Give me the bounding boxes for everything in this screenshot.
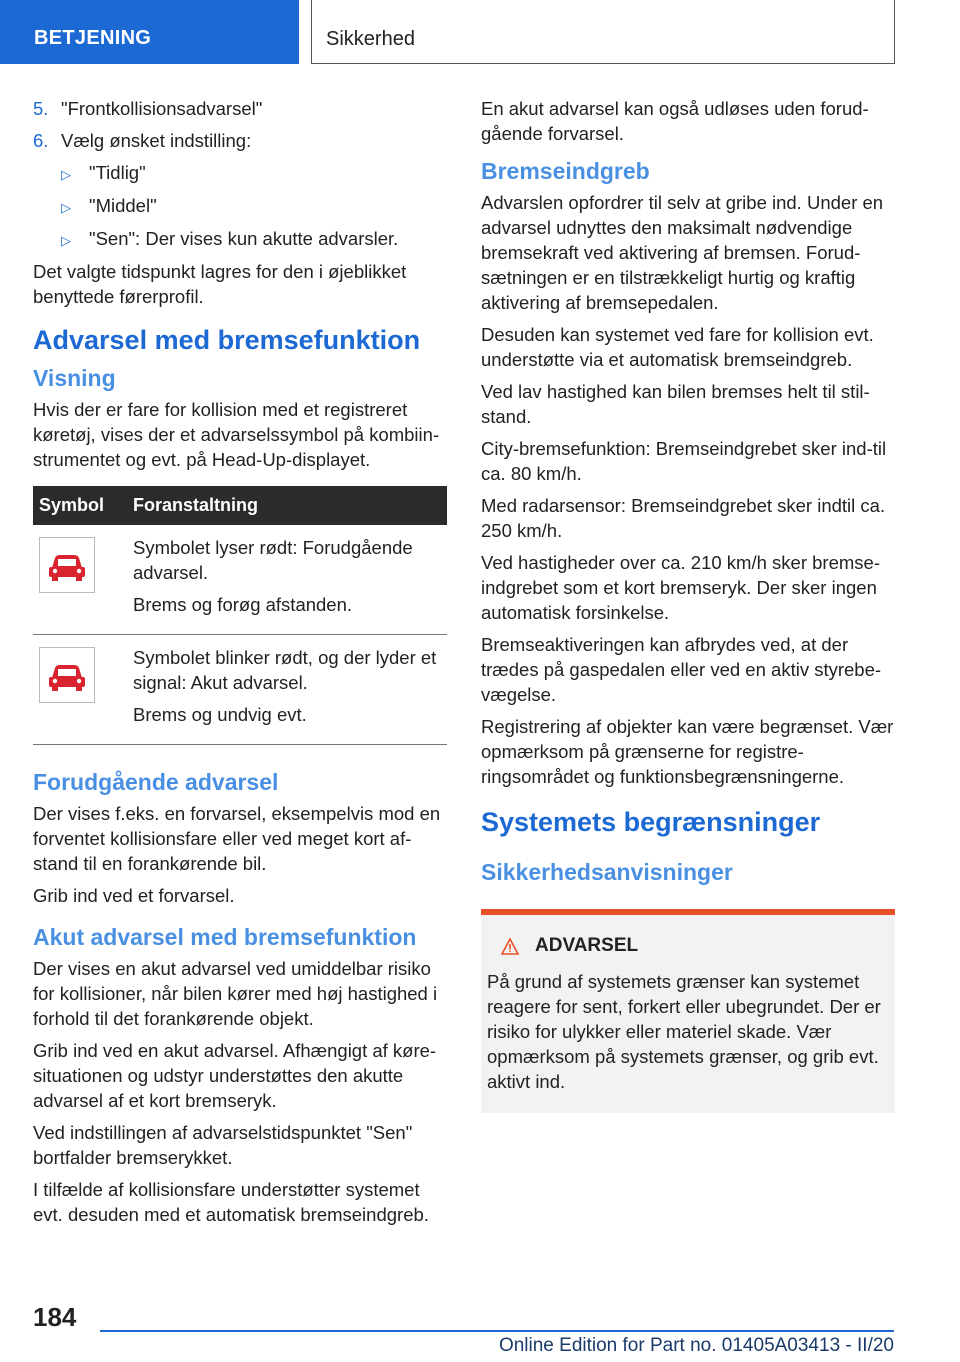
triangle-bullet-icon: ▷ (61, 233, 71, 248)
table-row (33, 635, 447, 745)
brake-paragraph: City-bremsefunktion: Bremseindgrebet sker ind-til ca. 80 km/h. (481, 438, 887, 484)
heading-display: Visning (33, 365, 116, 391)
col-symbol: Symbol (33, 486, 127, 525)
warning-box (481, 909, 895, 1113)
step-text: Vælg ønsket indstilling: (61, 130, 252, 151)
right-column (481, 96, 895, 1113)
row-text: Brems og undvig evt. (133, 704, 307, 725)
heading-acute-warning: Akut advarsel med bremsefunktion (33, 924, 417, 950)
acute-paragraph: Der vises en akut advarsel ved umiddelbar risiko for kollisioner, når bilen kører med høj hastighed i forhold til det forankørende objekt. (33, 958, 438, 1029)
brake-paragraph: Med radarsensor: Bremseindgrebet sker indtil ca. 250 km/h. (481, 495, 886, 541)
heading-safety-notes: Sikkerhedsanvisninger (481, 859, 733, 885)
left-column (33, 96, 447, 1234)
brake-paragraph: Advarslen opfordrer til selv at gribe ind. Under en advarsel udnyttes den maksimalt nødvendige bremsekraft ved aktivering af bremsen. Forud-sætningen er en tilstrækkeligt hurtig og kraftig aktivering af bremsepedalen. (481, 192, 884, 313)
col-action: Foranstaltning (127, 486, 447, 525)
acute-paragraph: Grib ind ved en akut advarsel. Afhængigt af køre-situationen og udstyr understøttes den akutte advarsel af et kort bremseryk. (33, 1040, 437, 1111)
row-text: Symbolet blinker rødt, og der lyder et signal: Akut advarsel. (133, 647, 437, 693)
option-item (33, 160, 447, 187)
row-text: Brems og forøg afstanden. (133, 594, 353, 615)
page-number: 184 (33, 1302, 77, 1332)
option-text: "Middel" (89, 195, 157, 216)
section-tab (311, 0, 895, 64)
warning-triangle-icon (501, 938, 519, 955)
acute-paragraph: Ved indstillingen af advarselstidspunktet "Sen" bortfalder bremserykket. (33, 1122, 413, 1168)
heading-brake-intervention: Bremseindgreb (481, 158, 650, 184)
brake-paragraph: Registrering af objekter kan være begrænset. Vær opmærksom på grænserne for registre-ringsområdet og funktionsbegrænsningerne. (481, 716, 894, 787)
heading-system-limits: Systemets begrænsninger (481, 807, 821, 837)
section-label: Sikkerhed (326, 28, 415, 50)
display-paragraph: Hvis der er fare for kollision med et registreret køretøj, vises der et advarselssymbol på kombiin-strumentet og evt. på Head-Up-displayet. (33, 399, 440, 470)
chapter-label: BETJENING (34, 27, 152, 49)
car-warning-icon (39, 537, 95, 593)
brake-paragraph: Ved hastigheder over ca. 210 km/h sker bremse-indgrebet som et kort bremseryk. Der sker ingen automatisk forsinkelse. (481, 552, 880, 623)
warning-text: På grund af systemets grænser kan systemet reagere for sent, forkert eller ubegrundet. Der er risiko for ulykker eller materiel skade. Vær opmærksom på systemets grænser, og grib evt. aktivt ind. (487, 971, 881, 1092)
table-row (33, 525, 447, 635)
pre-paragraph: Grib ind ved et forvarsel. (33, 885, 235, 906)
pre-paragraph: Der vises f.eks. en forvarsel, eksempelvis mod en forventet kollisionsfare eller ved meget kort af-stand til en forankørende bil. (33, 803, 441, 874)
step-number: 5. (33, 98, 49, 119)
row-text: Symbolet lyser rødt: Forudgående advarsel. (133, 537, 413, 583)
step-number: 6. (33, 130, 49, 151)
option-item (33, 193, 447, 220)
option-text: "Tidlig" (89, 162, 146, 183)
heading-pre-warning: Forudgående advarsel (33, 769, 279, 795)
warning-title: ADVARSEL (535, 935, 639, 956)
triangle-bullet-icon: ▷ (61, 200, 71, 215)
chapter-tab (0, 0, 299, 64)
option-item (33, 226, 447, 253)
acute-paragraph: I tilfælde af kollisionsfare understøtter systemet evt. desuden med et automatisk bremseindgreb. (33, 1179, 429, 1225)
intro-paragraph: En akut advarsel kan også udløses uden forud-gående forvarsel. (481, 98, 869, 144)
option-text: "Sen": Der vises kun akutte advarsler. (89, 228, 399, 249)
footer-divider (100, 1330, 894, 1332)
brake-paragraph: Desuden kan systemet ved fare for kollision evt. understøtte via et automatisk bremseindgreb. (481, 324, 874, 370)
step-text: "Frontkollisionsadvarsel" (61, 98, 263, 119)
footer-edition: Online Edition for Part no. 01405A03413 - II/20 (498, 1335, 894, 1356)
profile-note: Det valgte tidspunkt lagres for den i øjeblikket benyttede førerprofil. (33, 261, 407, 307)
step-item (33, 96, 447, 121)
step-item (33, 128, 447, 153)
heading-brake-warning: Advarsel med bremsefunktion (33, 325, 421, 355)
brake-paragraph: Ved lav hastighed kan bilen bremses helt til stil-stand. (481, 381, 870, 427)
warning-header (487, 935, 887, 957)
brake-paragraph: Bremseaktiveringen kan afbrydes ved, at der trædes på gaspedalen eller ved en aktiv styrebe-vægelse. (481, 634, 882, 705)
triangle-bullet-icon: ▷ (61, 167, 71, 182)
symbol-table (33, 486, 447, 745)
car-warning-icon (39, 647, 95, 703)
